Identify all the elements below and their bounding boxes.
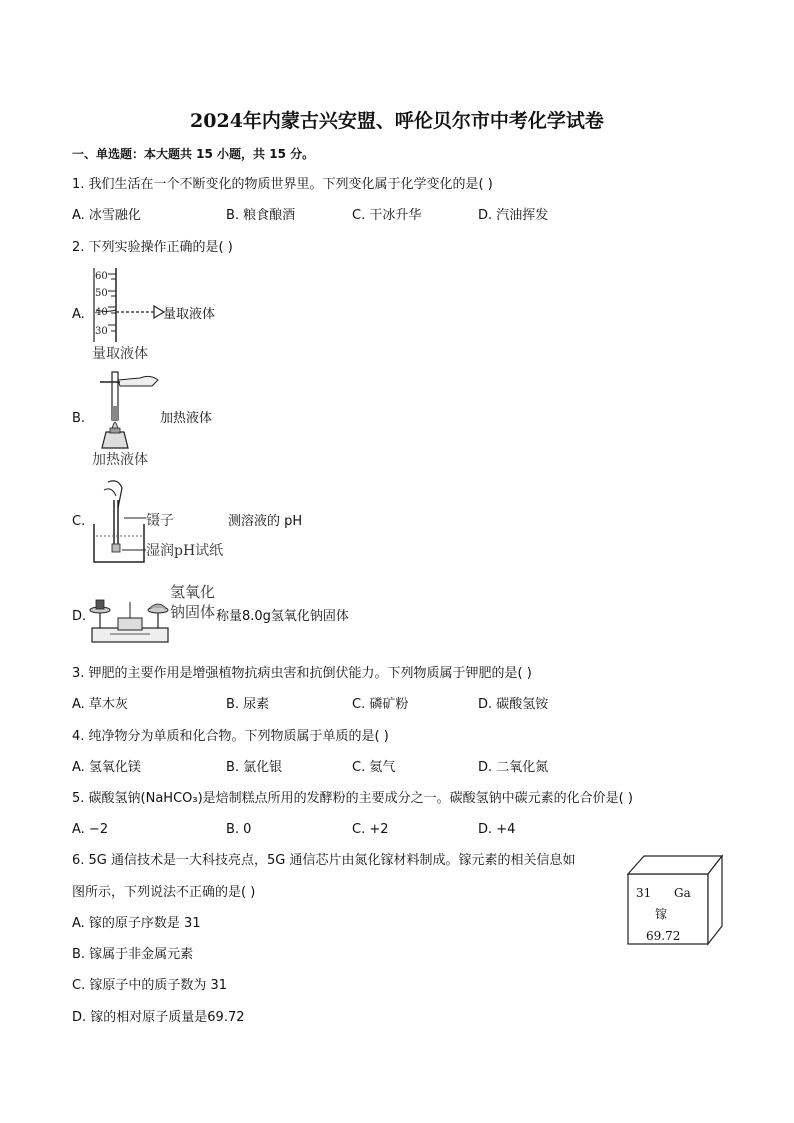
graduated-cylinder-figure	[84, 266, 180, 344]
q1-option-c: C. 干冰升华	[352, 208, 422, 223]
element-atomic-number: 31	[636, 886, 652, 900]
q3-option-b: B. 尿素	[226, 697, 270, 712]
q6-option-c: C. 镓原子中的质子数为 31	[72, 978, 228, 993]
q2-option-c-letter: C.	[72, 514, 86, 529]
page-title: 2024年内蒙古兴安盟、呼伦贝尔市中考化学试卷	[190, 110, 604, 132]
q5-option-a: A. −2	[72, 822, 109, 837]
q1-option-a: A. 冰雪融化	[72, 208, 141, 223]
sodium-hydroxide-tag-line1: 氢氧化	[170, 583, 216, 601]
ph-test-figure	[90, 478, 150, 566]
q1-option-d: D. 汽油挥发	[478, 208, 549, 223]
balance-scale-figure	[88, 588, 172, 646]
question-1-stem: 1. 我们生活在一个不断变化的物质世界里。下列变化属于化学变化的是( )	[72, 177, 493, 192]
tick-label-60: 60	[95, 271, 108, 282]
gallium-element-card	[614, 852, 724, 947]
q6-option-b: B. 镓属于非金属元素	[72, 947, 194, 962]
question-2-stem: 2. 下列实验操作正确的是( )	[72, 240, 233, 255]
question-4-stem: 4. 纯净物分为单质和化合物。下列物质属于单质的是( )	[72, 729, 389, 744]
element-symbol: Ga	[674, 886, 691, 900]
question-3-stem: 3. 钾肥的主要作用是增强植物抗病虫害和抗倒伏能力。下列物质属于钾肥的是( )	[72, 666, 532, 681]
q2-option-a-label: 量取液体	[163, 307, 216, 322]
q2-option-b-caption: 加热液体	[92, 452, 148, 468]
section-heading: 一、单选题：本大题共 15 小题，共 15 分。	[72, 147, 315, 161]
q1-option-b: B. 粮食酿酒	[226, 208, 296, 223]
tick-label-50: 50	[95, 288, 108, 299]
q3-option-a: A. 草木灰	[72, 697, 128, 712]
q2-option-a-letter: A.	[72, 307, 85, 322]
q2-option-b-letter: B.	[72, 411, 86, 426]
q2-option-d-label: 称量8.0g氢氧化钠固体	[216, 609, 349, 624]
tick-label-40: 40	[95, 307, 108, 318]
question-6-stem-line2: 图所示，下列说法不正确的是( )	[72, 885, 256, 900]
q5-option-b: B. 0	[226, 822, 252, 837]
ph-paper-tag: 湿润pH试纸	[146, 543, 224, 559]
weight-icon	[96, 600, 104, 609]
q2-option-d-letter: D.	[72, 609, 87, 624]
tick-label-30: 30	[95, 326, 108, 337]
q4-option-b: B. 氯化银	[226, 760, 283, 775]
q6-option-d: D. 镓的相对原子质量是69.72	[72, 1010, 245, 1025]
element-atomic-mass: 69.72	[646, 929, 681, 943]
q2-option-b-label: 加热液体	[160, 411, 213, 426]
element-name: 镓	[655, 907, 668, 921]
question-5-stem: 5. 碳酸氢钠(NaHCO₃)是焙制糕点所用的发酵粉的主要成分之一。碳酸氢钠中碳元素的化合价是( )	[72, 791, 633, 806]
q3-option-c: C. 磷矿粉	[352, 697, 409, 712]
q4-option-a: A. 氢氧化镁	[72, 760, 141, 775]
q3-option-d: D. 碳酸氢铵	[478, 697, 549, 712]
question-6-stem-line1: 6. 5G 通信技术是一大科技亮点，5G 通信芯片由氮化镓材料制成。镓元素的相关信息如	[72, 853, 576, 868]
q6-option-a: A. 镓的原子序数是 31	[72, 916, 201, 931]
heating-liquid-figure	[96, 368, 164, 450]
q4-option-d: D. 二氧化氮	[478, 760, 549, 775]
tweezers-tag: 镊子	[146, 513, 174, 529]
q5-option-c: C. +2	[352, 822, 389, 837]
q5-option-d: D. +4	[478, 822, 516, 837]
q2-option-c-label: 测溶液的 pH	[228, 514, 303, 529]
q2-option-a-caption: 量取液体	[92, 346, 148, 362]
q4-option-c: C. 氦气	[352, 760, 396, 775]
sodium-hydroxide-tag-line2: 钠固体	[170, 603, 216, 621]
